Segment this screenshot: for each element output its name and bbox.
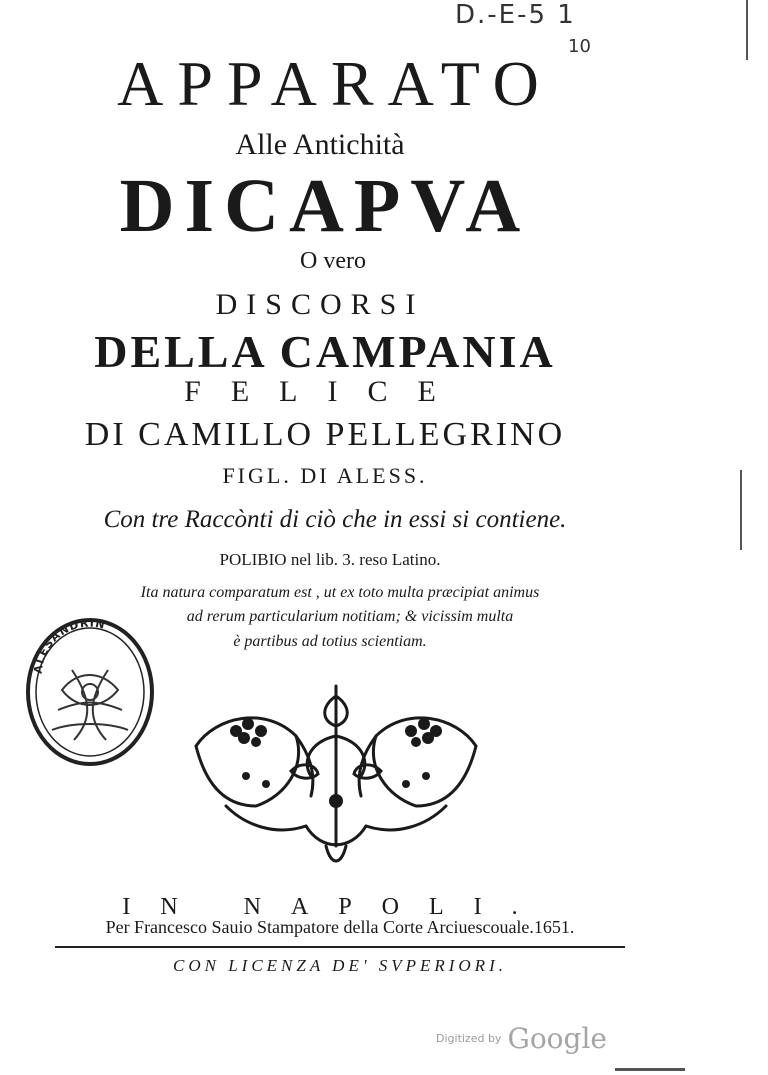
epigraph-line: ad rerum particularium notitiam; & vicissim multa bbox=[186, 608, 514, 625]
digitization-footer bbox=[436, 1022, 607, 1055]
imprint-printer: Per Francesco Sauio Stampatore della Corte Arciuescouale.1651. bbox=[105, 917, 575, 937]
subtitle-line: Con tre Raccònti di ciò che in essi si contiene. bbox=[103, 506, 567, 533]
svg-text:ALESANDRIN: ALESANDRIN bbox=[31, 616, 107, 675]
title-line-discorsi: DISCORSI bbox=[215, 288, 425, 321]
scan-edge-mark bbox=[746, 0, 748, 60]
divider-rule bbox=[55, 946, 625, 948]
epigraph-line: è partibus ad totius scientiam. bbox=[233, 633, 427, 650]
library-stamp-icon bbox=[22, 610, 158, 770]
imprint-city: IN NAPOLI. bbox=[122, 894, 548, 920]
title-line-o-vero: O vero bbox=[300, 248, 366, 274]
title-line-della-campania: DELLA CAMPANIA bbox=[94, 326, 556, 377]
author-line: DI CAMILLO PELLEGRINO bbox=[84, 416, 566, 453]
title-line-alle-antichita: Alle Antichità bbox=[235, 128, 405, 161]
printer-ornament-icon bbox=[186, 676, 486, 876]
epigraph-line: Ita natura comparatum est , ut ex toto multa præcipiat animus bbox=[140, 584, 540, 601]
title-line-felice: FELICE bbox=[184, 375, 466, 408]
epigraph-source: POLIBIO nel lib. 3. reso Latino. bbox=[219, 550, 441, 569]
license-line: CON LICENZA DE' SVPERIORI. bbox=[173, 956, 507, 975]
digitized-by-label: Digitized by bbox=[436, 1032, 502, 1045]
shelfmark-sub: 10 bbox=[568, 36, 591, 57]
shelfmark: D.-E-5 1 bbox=[455, 0, 576, 30]
scan-edge-mark bbox=[615, 1068, 685, 1071]
scan-edge-mark bbox=[740, 470, 742, 550]
title-line-dicapua: DICAPVA bbox=[119, 164, 531, 248]
google-logo-text: Google bbox=[507, 1022, 607, 1055]
author-filiation: FIGL. DI ALESS. bbox=[222, 463, 428, 488]
title-line-apparato: APPARATO bbox=[117, 48, 553, 119]
